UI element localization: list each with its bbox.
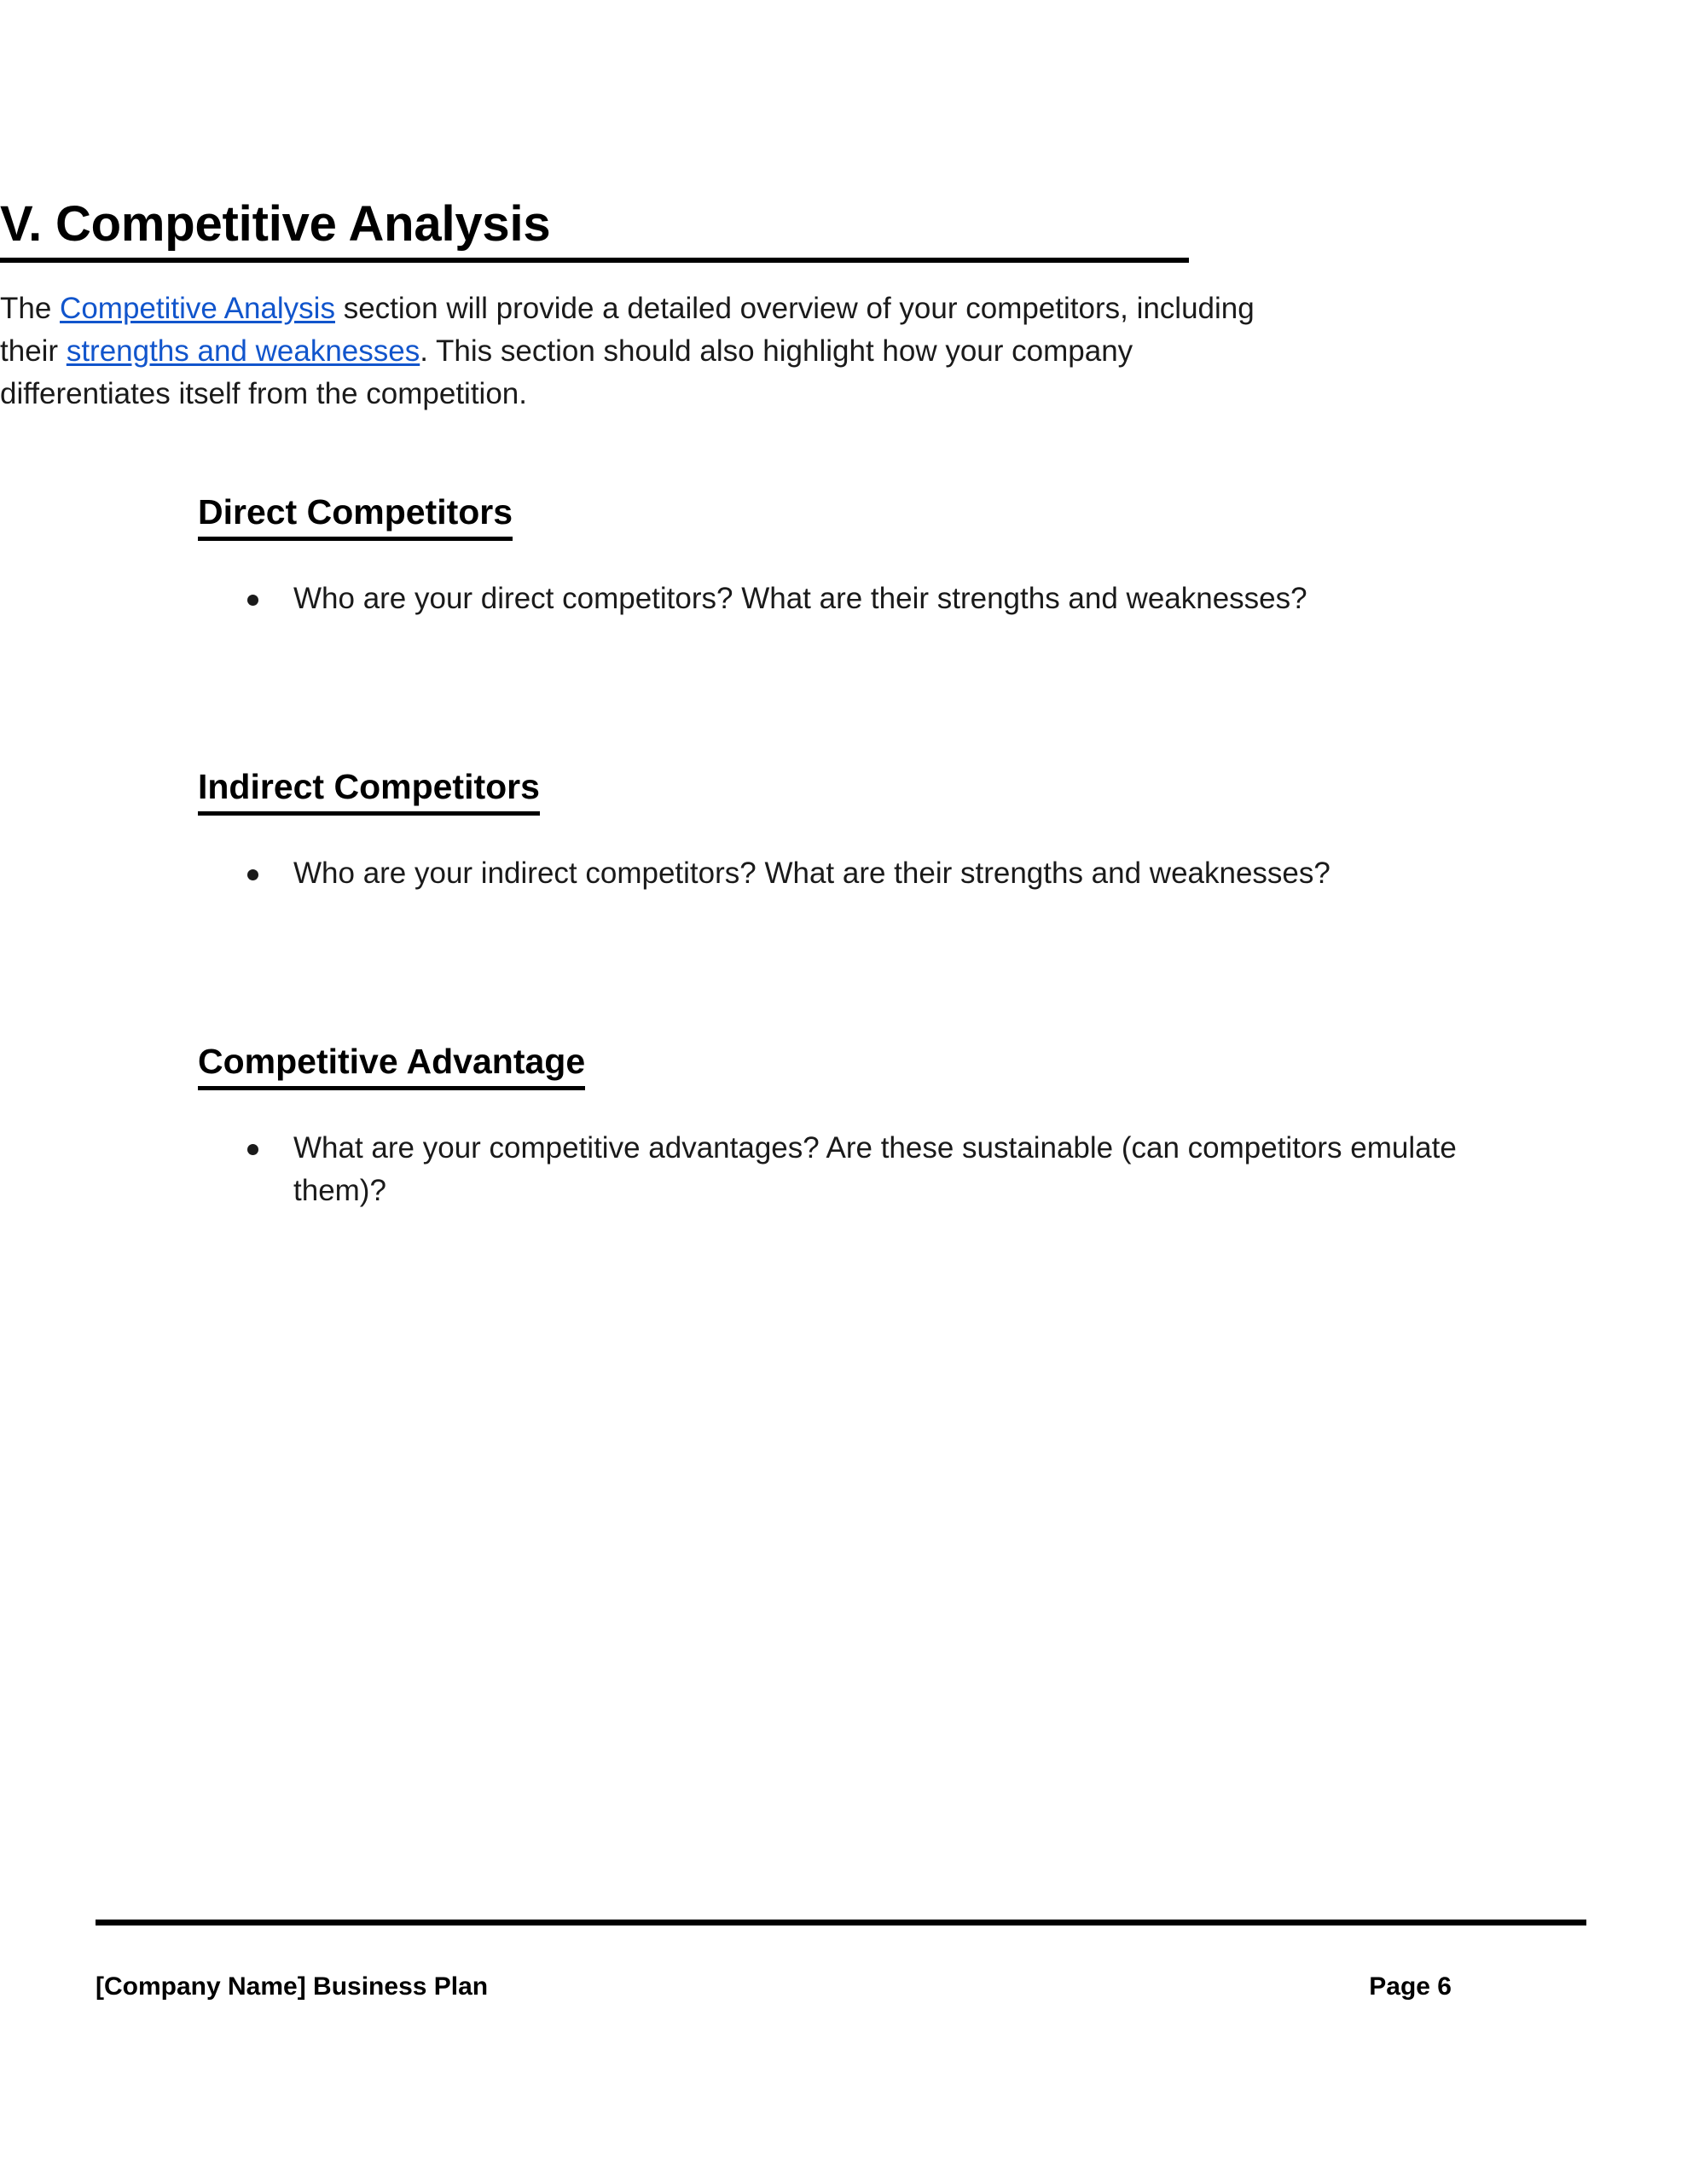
- intro-paragraph: [0, 288, 1264, 415]
- section-competitive-advantage: [198, 1043, 1462, 1212]
- list-item-text: Who are your indirect competitors? What are their strengths and weaknesses?: [293, 857, 1330, 891]
- footer-divider-rule: [96, 1920, 1586, 1926]
- page-title-block: [0, 198, 1189, 263]
- bullet-list-competitive-advantage: [198, 1127, 1462, 1212]
- section-direct-competitors: [198, 493, 1462, 620]
- list-item-text: Who are your direct competitors? What are their strengths and weaknesses?: [293, 582, 1307, 616]
- section-indirect-competitors: [198, 768, 1462, 895]
- strengths-and-weaknesses-link[interactable]: strengths and weaknesses: [66, 334, 420, 368]
- bullet-list-direct-competitors: [198, 578, 1462, 620]
- title-underline-rule: [0, 258, 1189, 263]
- footer-page-number: Page 6: [1369, 1972, 1452, 2001]
- bullet-dot-icon: [247, 1144, 258, 1155]
- footer-company-label: [Company Name] Business Plan: [96, 1972, 489, 2001]
- bullet-list-indirect-competitors: [198, 852, 1462, 895]
- intro-text-part2: section will provide a detailed overview of your competitors, including their: [0, 292, 1255, 368]
- list-item: [198, 852, 1462, 895]
- bullet-dot-icon: [247, 869, 258, 880]
- section-heading-direct-competitors: Direct Competitors: [198, 493, 513, 541]
- competitive-analysis-link[interactable]: Competitive Analysis: [60, 292, 335, 325]
- intro-text-part1: The: [0, 292, 61, 325]
- section-heading-indirect-competitors: Indirect Competitors: [198, 768, 540, 816]
- page-footer: [96, 1920, 1586, 2001]
- page-title: V. Competitive Analysis: [0, 196, 551, 252]
- section-heading-competitive-advantage: Competitive Advantage: [198, 1043, 585, 1090]
- list-item: [198, 578, 1462, 620]
- bullet-dot-icon: [247, 595, 258, 606]
- intro-text-part3: . This section should also highlight how your company differentiates itself from the competition.: [0, 334, 1133, 410]
- list-item: [198, 1127, 1462, 1212]
- footer-row: [96, 1972, 1586, 2001]
- list-item-text: What are your competitive advantages? Are these sustainable (can competitors emulate them)?: [293, 1131, 1457, 1208]
